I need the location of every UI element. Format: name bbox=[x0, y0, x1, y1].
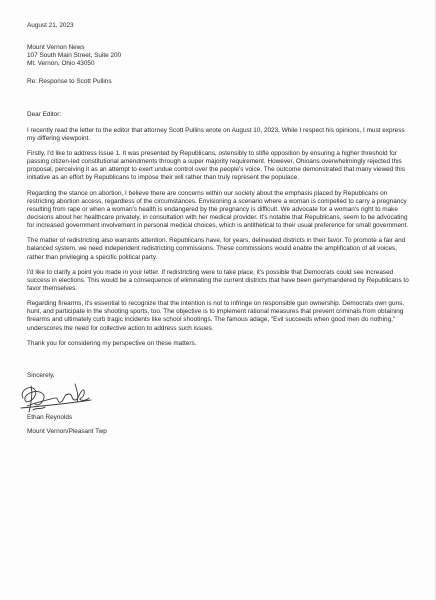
paragraph-redistricting: The matter of redistricting also warrants attention. Republicans have, for years, delineated districts in their favor. To promote a fair and balanced system, we need independent redistricting commissions. These commissions would enable the amplification of all voices, rather than privileging a specific political party. bbox=[27, 237, 406, 261]
handwritten-signature bbox=[27, 382, 414, 414]
paragraph-firearms: Regarding firearms, it's essential to recognize that the intention is not to infringe on responsible gun ownership. Democrats own guns, hunt, and participate in the shooting sports, too. The objective is to implement rational measures that prevent criminals from obtaining firearms and ultimately curb tragic incidents like school shootings. The famous adage, "Evil succeeds when good men do nothing," underscores the need for collective action to address such issues. bbox=[27, 300, 405, 332]
paragraph-issue-1: Firstly, I'd like to address Issue 1. It was presented by Republicans, ostensibly to stifle opposition by ensuring a higher threshold for passing citizen-led constitutional amendments through a super majority requirement. However, Ohioans overwhelmingly rejected this proposal, perceiving it as an attempt to exert undue control over the people's voice. The outcome demonstrated that many viewed this initiative as an effort by Republicans to impose their will rather than truly represent the populace. bbox=[27, 150, 406, 182]
signer-location: Mount Vernon/Pleasant Twp bbox=[27, 428, 107, 436]
letter-subject: Re: Response to Scott Pullins bbox=[27, 78, 112, 86]
recipient-address bbox=[27, 44, 414, 68]
closing: Sincerely, bbox=[27, 371, 55, 379]
paragraph-thanks: Thank you for considering my perspective on these matters. bbox=[27, 339, 197, 347]
recipient-name: Mount Vernon News bbox=[27, 44, 85, 52]
recipient-street: 107 South Main Street, Suite 200 bbox=[27, 52, 122, 60]
paragraph-clarification: I'd like to clarify a point you made in your letter. If redistricting were to take place, it's possible that Democrats could see increased success in elections. This would be a consequence of eliminating the current districts that have been gerrymandered by Republicans to favor themselves. bbox=[27, 268, 409, 292]
recipient-city: Mt. Vernon, Ohio 43050 bbox=[27, 60, 95, 68]
paragraph-intro: I recently read the letter to the editor that attorney Scott Pullins wrote on August 10, 2023. While I respect his opinions, I must express my differing viewpoint. bbox=[27, 126, 405, 142]
signature-scribble bbox=[13, 380, 113, 416]
letter-date: August 21, 2023 bbox=[27, 22, 74, 29]
paragraph-abortion: Regarding the stance on abortion, I believe there are concerns within our society about the emphasis placed by Republicans on restricting abortion access, regardless of the circumstances. Envisioning a scenario where a woman is compelled to carry a pregnancy resulting from rape or when a woman's health is endangered by the pregnancy is difficult. We advocate for a woman's right to make decisions about her healthcare privately, in consultation with her medical provider. It's notable that Republicans, seem to be advocating for increased government involvement in personal medical choices, which is antithetical to their usual preference for small government. bbox=[27, 189, 409, 230]
salutation: Dear Editor: bbox=[27, 111, 62, 119]
signer-name: Ethan Reynolds bbox=[27, 414, 73, 422]
